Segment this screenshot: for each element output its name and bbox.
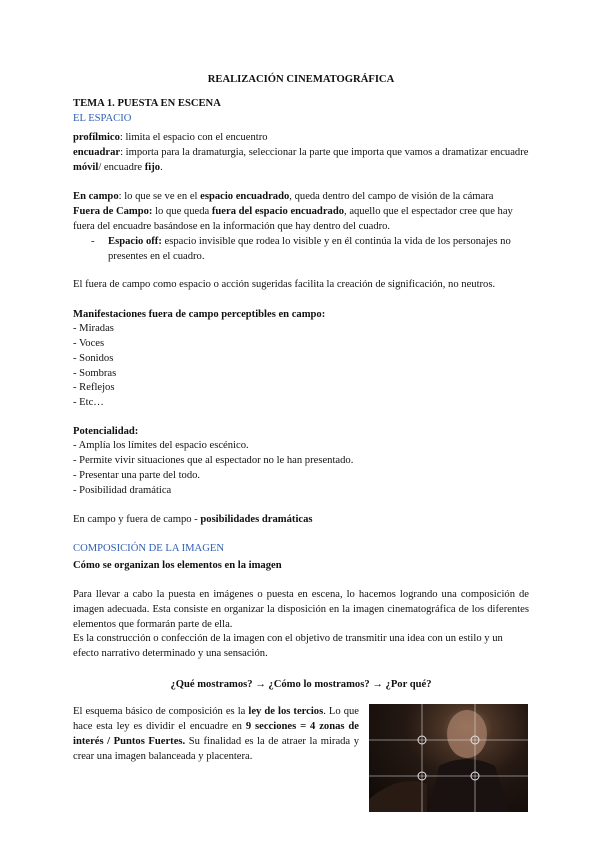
foreground-shape <box>369 781 427 812</box>
espacio-encuadrado: espacio encuadrado <box>200 191 290 202</box>
esquema-paragraph <box>73 704 359 764</box>
fijo-end: . <box>160 162 163 173</box>
campo-posibilidades-line <box>73 512 529 527</box>
esquema-text-b: . Lo que hace esta ley es dividir el encuadre en <box>73 706 360 732</box>
en-campo-term: En campo <box>73 191 119 202</box>
fuera-campo-text: lo que queda <box>152 206 212 217</box>
encuadrar-text: : importa para la dramaturgia, seleccionar la parte que importa que vamos a dramatizar encuadre <box>120 147 529 158</box>
rule-of-thirds-overlay <box>369 704 528 812</box>
fuera-sugerido-paragraph: El fuera de campo como espacio o acción sugeridas facilita la creación de significación, no neutros. <box>73 279 496 290</box>
list-dash: - <box>91 236 95 247</box>
figure-head-shape <box>447 710 487 758</box>
rule-of-thirds-photo <box>369 704 528 812</box>
espacio-off-text <box>73 234 529 264</box>
profilmico-line <box>73 130 529 145</box>
campo-line-text: En campo y fuera de campo - <box>73 514 201 525</box>
list-item: - Amplía los límites del espacio escénico. <box>73 440 249 451</box>
encuadrar-term: encuadrar <box>73 147 121 158</box>
esquema-text-c: Su finalidad es la de atraer la mirada y crear una imagen balanceada y placentera. <box>73 736 359 762</box>
espacio-off-item <box>73 234 529 264</box>
list-item: - Presentar una parte del todo. <box>73 470 201 481</box>
espacio-off-term: Espacio off: <box>108 236 162 247</box>
para-llevar-paragraph: Para llevar a cabo la puesta en imágenes o puesta en escena, lo hacemos logrando una composición de imagen adecuada. Esta consiste en organizar la disposición en la imagen cinematográfica de los diferentes elementos que formarán parte de ella. <box>73 589 529 630</box>
potencialidad-heading: Potencialidad: <box>73 426 139 437</box>
tema-heading: TEMA 1. PUESTA EN ESCENA <box>73 98 221 109</box>
composicion-heading: COMPOSICIÓN DE LA IMAGEN <box>73 543 224 554</box>
esquema-text-a: El esquema básico de composición es la <box>73 706 249 717</box>
list-item: - Reflejos <box>73 382 115 393</box>
list-item: - Miradas <box>73 323 114 334</box>
list-item: - Permite vivir situaciones que al espectador no le han presentado. <box>73 455 354 466</box>
como-heading: Cómo se organizan los elementos en la imagen <box>73 560 282 571</box>
fijo-term: fijo <box>144 162 161 173</box>
list-item: - Posibilidad dramática <box>73 485 172 496</box>
encuadrar-paragraph <box>73 145 529 175</box>
nueve-secciones: 9 secciones = 4 zonas de interés / Puntos Fuertes. <box>73 721 359 747</box>
fuera-campo-term: Fuera de Campo: <box>73 206 153 217</box>
movil-term: móvil <box>73 162 99 173</box>
encuadre-slash: / encuadre <box>98 162 145 173</box>
en-campo-text: : lo que se ve en el <box>118 191 201 202</box>
document-title: REALIZACIÓN CINEMATOGRÁFICA <box>207 74 395 85</box>
list-item: - Sombras <box>73 368 117 379</box>
profilmico-term: profílmico <box>73 132 120 143</box>
construccion-paragraph: Es la construcción o confección de la imagen con el objetivo de transmitir una idea con un estilo y un efecto narrativo determinado y una sensación. <box>73 633 503 659</box>
en-campo-rest: , queda dentro del campo de visión de la cámara <box>289 191 494 202</box>
ley-tercios: ley de los tercios <box>248 706 324 717</box>
en-campo-line <box>73 189 529 204</box>
manifestaciones-heading: Manifestaciones fuera de campo perceptibles en campo: <box>73 309 326 320</box>
list-item: - Voces <box>73 338 105 349</box>
fuera-espacio: fuera del espacio encuadrado <box>211 206 345 217</box>
list-item: - Sonidos <box>73 353 114 364</box>
espacio-heading: EL ESPACIO <box>73 113 132 124</box>
list-item: - Etc… <box>73 397 104 408</box>
posibilidades-dramaticas: posibilidades dramáticas <box>200 514 313 525</box>
fuera-campo-rest: , aquello que el espectador cree que hay fuera del encuadre basándose en la información que hay dentro del cuadro. <box>73 206 513 232</box>
figure-body-shape <box>429 759 509 812</box>
preguntas-line: ¿Qué mostramos? → ¿Cómo lo mostramos? → ¿Por qué? <box>170 679 432 690</box>
espacio-off-description: espacio invisible que rodea lo visible y en él continúa la vida de los personajes no presentes en el cuadro. <box>108 236 511 262</box>
profilmico-text: : limita el espacio con el encuentro <box>119 132 268 143</box>
fuera-campo-paragraph <box>73 204 529 234</box>
